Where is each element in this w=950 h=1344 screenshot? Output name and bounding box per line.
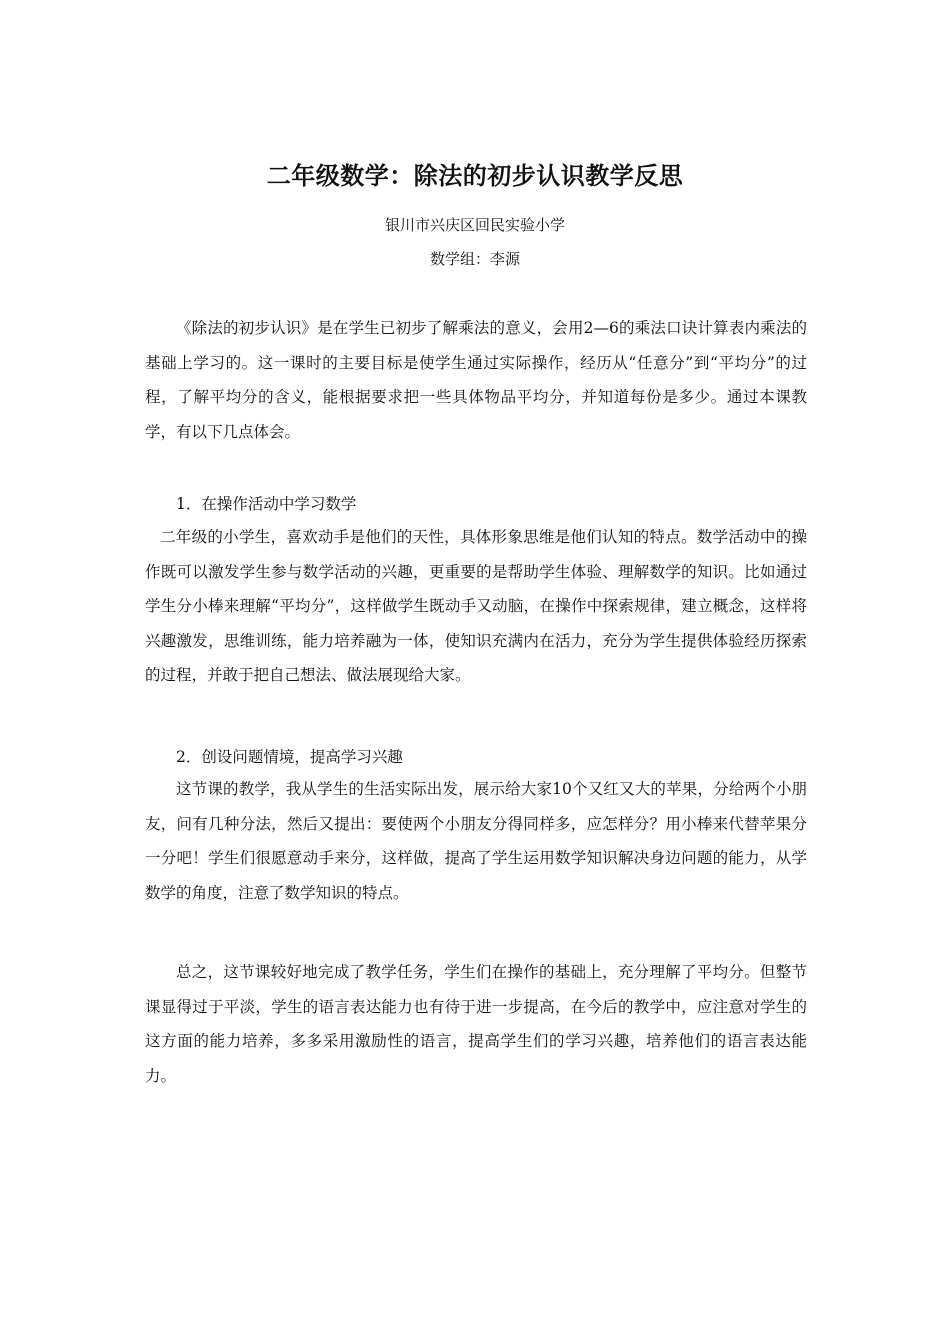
author-school: 银川市兴庆区回民实验小学	[384, 216, 565, 234]
conclusion-paragraph: 总之，这节课较好地完成了教学任务，学生们在操作的基础上，充分理解了平均分。但整节课显得过于平淡，学生的语言表达能力也有待于进一步提高，在今后的教学中，应注意对学生的这方面的能力培养，多多采用激励性的语言，提高学生们的学习兴趣，培养他们的语言表达能力。	[145, 963, 807, 1085]
section-1-body: 二年级的小学生，喜欢动手是他们的天性，具体形象思维是他们认知的特点。数学活动中的操作既可以激发学生参与数学活动的兴趣，更重要的是帮助学生体验、理解数学的知识。比如通过学生分小棒来理解“平均分”，这样做学生既动手又动脑，在操作中探索规律，建立概念，这样将兴趣激发，思维训练，能力培养融为一体，使知识充满内在活力，充分为学生提供体验经历探索的过程，并敢于把自己想法、做法展现给大家。	[145, 528, 807, 684]
section-2-heading: 2．创设问题情境，提高学习兴趣	[176, 748, 403, 766]
intro-paragraph: 《除法的初步认识》是在学生已初步了解乘法的意义，会用2—6的乘法口诀计算表内乘法的基础上学习的。这一课时的主要目标是使学生通过实际操作，经历从“任意分”到“平均分”的过程，了解平均分的含义，能根据要求把一些具体物品平均分，并知道每份是多少。通过本课教学，有以下几点体会。	[145, 319, 807, 441]
document-title: 二年级数学：除法的初步认识教学反思	[266, 162, 684, 190]
section-1-heading: 1．在操作活动中学习数学	[176, 495, 357, 513]
section-2-body: 这节课的教学，我从学生的生活实际出发，展示给大家10个又红又大的苹果，分给两个小朋友，问有几种分法，然后又提出：要使两个小朋友分得同样多，应怎样分？用小棒来代替苹果分一分吧！学生们很愿意动手来分，这样做，提高了学生运用数学知识解决身边问题的能力，从学数学的角度，注意了数学知识的特点。	[145, 780, 807, 902]
author-group: 数学组：李源	[429, 250, 520, 268]
